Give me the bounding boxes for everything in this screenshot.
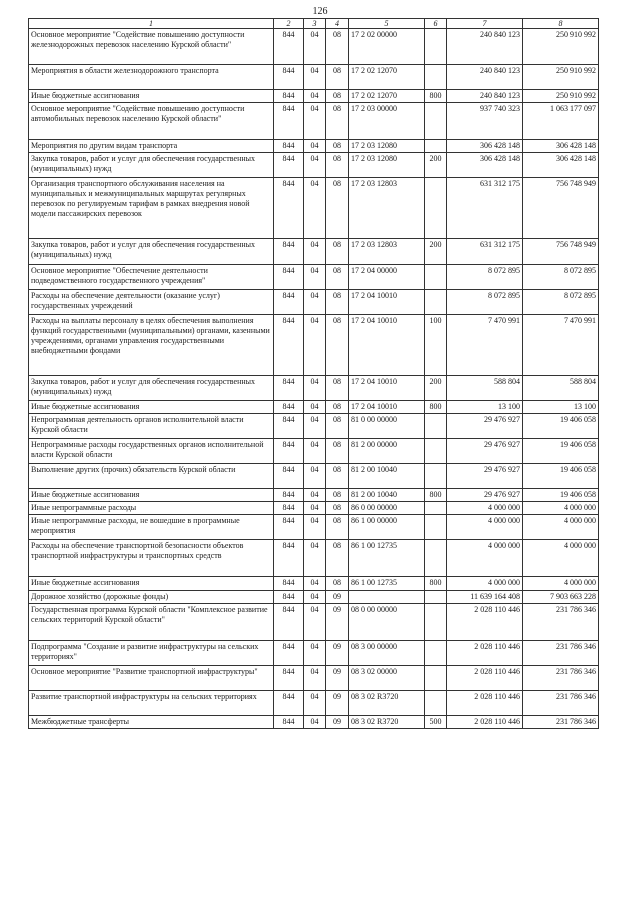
item-section-code: 04 xyxy=(304,540,326,577)
table-row xyxy=(29,140,599,153)
item-subsection-code: 08 xyxy=(326,140,349,153)
item-section-code: 04 xyxy=(304,464,326,489)
item-expense-type xyxy=(425,29,447,65)
item-target-code: 08 3 02 R3720 xyxy=(349,716,425,729)
item-amount-2: 8 072 895 xyxy=(523,265,599,290)
item-subsection-code: 08 xyxy=(326,502,349,515)
item-admin-code: 844 xyxy=(274,29,304,65)
item-name: Иные бюджетные ассигнования xyxy=(29,577,274,591)
item-section-code: 04 xyxy=(304,691,326,716)
item-amount-1: 8 072 895 xyxy=(447,290,523,315)
item-name: Организация транспортного обслуживания населения на муниципальных и межмуниципальных маршрутах регулярных перевозок по регулируемым тарифам в рамках внедрения новой модели пассажирских перевозок xyxy=(29,178,274,239)
item-name: Основное мероприятие "Содействие повышению доступности железнодорожных перевозок населению Курской области" xyxy=(29,29,274,65)
item-admin-code: 844 xyxy=(274,103,304,140)
item-amount-1: 240 840 123 xyxy=(447,90,523,103)
table-row xyxy=(29,691,599,716)
item-amount-2: 231 786 346 xyxy=(523,604,599,641)
item-target-code: 86 1 00 12735 xyxy=(349,577,425,591)
item-amount-2: 306 428 148 xyxy=(523,153,599,178)
item-target-code: 81 2 00 10040 xyxy=(349,489,425,502)
item-expense-type: 200 xyxy=(425,376,447,401)
item-section-code: 04 xyxy=(304,315,326,376)
item-amount-2: 8 072 895 xyxy=(523,290,599,315)
item-expense-type: 800 xyxy=(425,90,447,103)
item-expense-type xyxy=(425,591,447,604)
item-amount-1: 13 100 xyxy=(447,401,523,414)
item-subsection-code: 08 xyxy=(326,489,349,502)
item-target-code: 81 0 00 00000 xyxy=(349,414,425,439)
item-expense-type: 200 xyxy=(425,153,447,178)
item-target-code: 17 2 03 12803 xyxy=(349,178,425,239)
item-target-code: 81 2 00 00000 xyxy=(349,439,425,464)
table-row xyxy=(29,515,599,540)
item-section-code: 04 xyxy=(304,290,326,315)
item-section-code: 04 xyxy=(304,29,326,65)
item-amount-1: 588 804 xyxy=(447,376,523,401)
item-expense-type xyxy=(425,65,447,90)
item-target-code: 08 3 02 R3720 xyxy=(349,691,425,716)
item-name: Мероприятия по другим видам транспорта xyxy=(29,140,274,153)
table-row xyxy=(29,90,599,103)
item-expense-type xyxy=(425,641,447,666)
item-amount-2: 13 100 xyxy=(523,401,599,414)
item-expense-type: 200 xyxy=(425,239,447,265)
item-amount-1: 631 312 175 xyxy=(447,239,523,265)
item-expense-type: 800 xyxy=(425,577,447,591)
item-expense-type xyxy=(425,515,447,540)
table-row xyxy=(29,239,599,265)
table-row xyxy=(29,103,599,140)
header-col-8: 8 xyxy=(523,19,599,29)
item-amount-1: 631 312 175 xyxy=(447,178,523,239)
item-amount-1: 937 740 323 xyxy=(447,103,523,140)
item-subsection-code: 08 xyxy=(326,515,349,540)
item-expense-type xyxy=(425,666,447,691)
item-subsection-code: 08 xyxy=(326,540,349,577)
item-target-code: 08 3 00 00000 xyxy=(349,641,425,666)
item-subsection-code: 08 xyxy=(326,439,349,464)
item-subsection-code: 09 xyxy=(326,716,349,729)
item-section-code: 04 xyxy=(304,591,326,604)
item-amount-2: 250 910 992 xyxy=(523,65,599,90)
item-name: Расходы на обеспечение транспортной безопасности объектов транспортной инфраструктуры и транспортных средств xyxy=(29,540,274,577)
item-section-code: 04 xyxy=(304,604,326,641)
item-name: Иные бюджетные ассигнования xyxy=(29,90,274,103)
item-amount-2: 588 804 xyxy=(523,376,599,401)
table-row xyxy=(29,414,599,439)
item-target-code xyxy=(349,591,425,604)
item-section-code: 04 xyxy=(304,401,326,414)
item-admin-code: 844 xyxy=(274,153,304,178)
item-name: Выполнение других (прочих) обязательств Курской области xyxy=(29,464,274,489)
table-row xyxy=(29,153,599,178)
item-admin-code: 844 xyxy=(274,290,304,315)
item-amount-1: 11 639 164 408 xyxy=(447,591,523,604)
item-expense-type xyxy=(425,691,447,716)
header-col-4: 4 xyxy=(326,19,349,29)
table-row xyxy=(29,65,599,90)
item-subsection-code: 08 xyxy=(326,376,349,401)
item-subsection-code: 08 xyxy=(326,577,349,591)
item-admin-code: 844 xyxy=(274,239,304,265)
header-col-5: 5 xyxy=(349,19,425,29)
item-subsection-code: 08 xyxy=(326,290,349,315)
item-section-code: 04 xyxy=(304,265,326,290)
item-target-code: 17 2 03 12080 xyxy=(349,140,425,153)
item-expense-type: 100 xyxy=(425,315,447,376)
item-admin-code: 844 xyxy=(274,641,304,666)
item-expense-type xyxy=(425,290,447,315)
item-name: Иные непрограммные расходы xyxy=(29,502,274,515)
item-admin-code: 844 xyxy=(274,401,304,414)
item-target-code: 17 2 03 12080 xyxy=(349,153,425,178)
item-amount-2: 756 748 949 xyxy=(523,239,599,265)
header-col-6: 6 xyxy=(425,19,447,29)
item-name: Закупка товаров, работ и услуг для обеспечения государственных (муниципальных) нужд xyxy=(29,239,274,265)
item-amount-1: 4 000 000 xyxy=(447,577,523,591)
item-target-code: 17 2 02 12070 xyxy=(349,65,425,90)
item-amount-2: 19 406 058 xyxy=(523,439,599,464)
table-row xyxy=(29,439,599,464)
item-section-code: 04 xyxy=(304,641,326,666)
item-amount-2: 19 406 058 xyxy=(523,489,599,502)
item-subsection-code: 08 xyxy=(326,414,349,439)
header-col-1: 1 xyxy=(29,19,274,29)
item-expense-type xyxy=(425,502,447,515)
item-amount-1: 7 470 991 xyxy=(447,315,523,376)
item-admin-code: 844 xyxy=(274,691,304,716)
item-target-code: 17 2 04 00000 xyxy=(349,265,425,290)
item-name: Основное мероприятие "Содействие повышению доступности автомобильных перевозок населению Курской области" xyxy=(29,103,274,140)
item-amount-2: 4 000 000 xyxy=(523,515,599,540)
table-row xyxy=(29,401,599,414)
item-subsection-code: 08 xyxy=(326,265,349,290)
table-row xyxy=(29,265,599,290)
item-name: Расходы на обеспечение деятельности (оказание услуг) государственных учреждений xyxy=(29,290,274,315)
item-target-code: 17 2 04 10010 xyxy=(349,290,425,315)
item-target-code: 86 1 00 12735 xyxy=(349,540,425,577)
item-amount-1: 240 840 123 xyxy=(447,65,523,90)
item-amount-2: 231 786 346 xyxy=(523,716,599,729)
table-row xyxy=(29,489,599,502)
item-name: Закупка товаров, работ и услуг для обеспечения государственных (муниципальных) нужд xyxy=(29,153,274,178)
table-row xyxy=(29,540,599,577)
item-admin-code: 844 xyxy=(274,604,304,641)
item-admin-code: 844 xyxy=(274,178,304,239)
item-section-code: 04 xyxy=(304,577,326,591)
item-amount-1: 2 028 110 446 xyxy=(447,691,523,716)
table-row xyxy=(29,502,599,515)
item-amount-2: 19 406 058 xyxy=(523,414,599,439)
item-target-code: 17 2 04 10010 xyxy=(349,376,425,401)
item-amount-2: 231 786 346 xyxy=(523,666,599,691)
header-row xyxy=(29,19,599,29)
item-subsection-code: 08 xyxy=(326,65,349,90)
item-subsection-code: 08 xyxy=(326,315,349,376)
table-row xyxy=(29,666,599,691)
item-subsection-code: 08 xyxy=(326,239,349,265)
item-subsection-code: 08 xyxy=(326,90,349,103)
item-amount-1: 2 028 110 446 xyxy=(447,641,523,666)
item-name: Непрограммная деятельность органов исполнительной власти Курской области xyxy=(29,414,274,439)
item-expense-type xyxy=(425,414,447,439)
item-section-code: 04 xyxy=(304,515,326,540)
item-expense-type: 800 xyxy=(425,401,447,414)
item-amount-2: 7 470 991 xyxy=(523,315,599,376)
item-section-code: 04 xyxy=(304,178,326,239)
table-row xyxy=(29,376,599,401)
item-amount-1: 29 476 927 xyxy=(447,414,523,439)
item-admin-code: 844 xyxy=(274,414,304,439)
table-row xyxy=(29,577,599,591)
table-row xyxy=(29,591,599,604)
item-expense-type xyxy=(425,178,447,239)
item-section-code: 04 xyxy=(304,103,326,140)
item-target-code: 17 2 02 00000 xyxy=(349,29,425,65)
item-expense-type xyxy=(425,265,447,290)
item-amount-2: 4 000 000 xyxy=(523,540,599,577)
item-section-code: 04 xyxy=(304,140,326,153)
item-target-code: 08 0 00 00000 xyxy=(349,604,425,641)
item-admin-code: 844 xyxy=(274,716,304,729)
item-amount-1: 4 000 000 xyxy=(447,515,523,540)
item-amount-2: 231 786 346 xyxy=(523,691,599,716)
item-name: Государственная программа Курской области "Комплексное развитие сельских территорий Курской области" xyxy=(29,604,274,641)
item-subsection-code: 08 xyxy=(326,103,349,140)
item-amount-1: 2 028 110 446 xyxy=(447,604,523,641)
item-target-code: 17 2 03 00000 xyxy=(349,103,425,140)
item-amount-2: 19 406 058 xyxy=(523,464,599,489)
table-row xyxy=(29,641,599,666)
item-name: Расходы на выплаты персоналу в целях обеспечения выполнения функций государственными (муниципальными) органами, казенными учреждениями, органами управления государственными внебюджетными фондами xyxy=(29,315,274,376)
item-amount-1: 306 428 148 xyxy=(447,140,523,153)
item-name: Основное мероприятие "Развитие транспортной инфраструктуры" xyxy=(29,666,274,691)
item-name: Межбюджетные трансферты xyxy=(29,716,274,729)
item-name: Иные непрограммные расходы, не вошедшие в программные мероприятия xyxy=(29,515,274,540)
item-admin-code: 844 xyxy=(274,90,304,103)
item-subsection-code: 08 xyxy=(326,29,349,65)
item-amount-2: 1 063 177 097 xyxy=(523,103,599,140)
header-col-7: 7 xyxy=(447,19,523,29)
item-subsection-code: 08 xyxy=(326,401,349,414)
item-amount-1: 4 000 000 xyxy=(447,502,523,515)
item-section-code: 04 xyxy=(304,414,326,439)
item-subsection-code: 08 xyxy=(326,178,349,239)
item-section-code: 04 xyxy=(304,716,326,729)
item-subsection-code: 08 xyxy=(326,153,349,178)
item-admin-code: 844 xyxy=(274,265,304,290)
item-section-code: 04 xyxy=(304,489,326,502)
item-amount-1: 29 476 927 xyxy=(447,439,523,464)
item-target-code: 17 2 04 10010 xyxy=(349,315,425,376)
item-amount-1: 4 000 000 xyxy=(447,540,523,577)
item-admin-code: 844 xyxy=(274,464,304,489)
item-subsection-code: 09 xyxy=(326,666,349,691)
item-expense-type xyxy=(425,540,447,577)
item-expense-type xyxy=(425,439,447,464)
table-row xyxy=(29,29,599,65)
item-subsection-code: 09 xyxy=(326,691,349,716)
item-expense-type xyxy=(425,604,447,641)
item-admin-code: 844 xyxy=(274,376,304,401)
item-subsection-code: 09 xyxy=(326,591,349,604)
item-target-code: 86 1 00 00000 xyxy=(349,515,425,540)
table-row xyxy=(29,464,599,489)
item-expense-type xyxy=(425,464,447,489)
item-name: Основное мероприятие "Обеспечение деятельности подведомственного государственного учреждения" xyxy=(29,265,274,290)
item-expense-type: 500 xyxy=(425,716,447,729)
item-amount-2: 756 748 949 xyxy=(523,178,599,239)
item-target-code: 08 3 02 00000 xyxy=(349,666,425,691)
item-section-code: 04 xyxy=(304,502,326,515)
item-amount-1: 240 840 123 xyxy=(447,29,523,65)
table-row xyxy=(29,604,599,641)
item-name: Иные бюджетные ассигнования xyxy=(29,401,274,414)
item-section-code: 04 xyxy=(304,239,326,265)
budget-table xyxy=(28,18,599,729)
item-admin-code: 844 xyxy=(274,666,304,691)
table-row xyxy=(29,315,599,376)
item-section-code: 04 xyxy=(304,666,326,691)
item-amount-2: 7 903 663 228 xyxy=(523,591,599,604)
item-expense-type xyxy=(425,140,447,153)
item-name: Непрограммные расходы государственных органов исполнительной власти Курской области xyxy=(29,439,274,464)
item-admin-code: 844 xyxy=(274,515,304,540)
item-amount-2: 231 786 346 xyxy=(523,641,599,666)
item-section-code: 04 xyxy=(304,153,326,178)
item-section-code: 04 xyxy=(304,65,326,90)
item-admin-code: 844 xyxy=(274,489,304,502)
item-admin-code: 844 xyxy=(274,540,304,577)
item-target-code: 17 2 04 10010 xyxy=(349,401,425,414)
item-amount-1: 29 476 927 xyxy=(447,489,523,502)
item-target-code: 17 2 03 12803 xyxy=(349,239,425,265)
item-amount-2: 4 000 000 xyxy=(523,577,599,591)
item-amount-2: 4 000 000 xyxy=(523,502,599,515)
item-name: Мероприятия в области железнодорожного транспорта xyxy=(29,65,274,90)
item-amount-2: 250 910 992 xyxy=(523,90,599,103)
item-subsection-code: 09 xyxy=(326,641,349,666)
item-target-code: 81 2 00 10040 xyxy=(349,464,425,489)
item-amount-1: 306 428 148 xyxy=(447,153,523,178)
page-number: 126 xyxy=(312,6,328,17)
header-col-2: 2 xyxy=(274,19,304,29)
item-amount-1: 2 028 110 446 xyxy=(447,666,523,691)
item-expense-type xyxy=(425,103,447,140)
item-amount-1: 29 476 927 xyxy=(447,464,523,489)
item-admin-code: 844 xyxy=(274,315,304,376)
item-amount-1: 8 072 895 xyxy=(447,265,523,290)
header-col-3: 3 xyxy=(304,19,326,29)
item-admin-code: 844 xyxy=(274,439,304,464)
item-expense-type: 800 xyxy=(425,489,447,502)
item-section-code: 04 xyxy=(304,90,326,103)
item-section-code: 04 xyxy=(304,376,326,401)
item-name: Подпрограмма "Создание и развитие инфраструктуры на сельских территориях" xyxy=(29,641,274,666)
item-name: Дорожное хозяйство (дорожные фонды) xyxy=(29,591,274,604)
item-name: Закупка товаров, работ и услуг для обеспечения государственных (муниципальных) нужд xyxy=(29,376,274,401)
item-subsection-code: 08 xyxy=(326,464,349,489)
item-admin-code: 844 xyxy=(274,591,304,604)
item-name: Иные бюджетные ассигнования xyxy=(29,489,274,502)
item-admin-code: 844 xyxy=(274,577,304,591)
table-row xyxy=(29,178,599,239)
item-amount-1: 2 028 110 446 xyxy=(447,716,523,729)
item-admin-code: 844 xyxy=(274,140,304,153)
item-admin-code: 844 xyxy=(274,502,304,515)
table-row xyxy=(29,290,599,315)
item-amount-2: 250 910 992 xyxy=(523,29,599,65)
item-subsection-code: 09 xyxy=(326,604,349,641)
item-target-code: 86 0 00 00000 xyxy=(349,502,425,515)
item-name: Развитие транспортной инфраструктуры на сельских территориях xyxy=(29,691,274,716)
table-row xyxy=(29,716,599,729)
item-section-code: 04 xyxy=(304,439,326,464)
item-amount-2: 306 428 148 xyxy=(523,140,599,153)
item-admin-code: 844 xyxy=(274,65,304,90)
item-target-code: 17 2 02 12070 xyxy=(349,90,425,103)
